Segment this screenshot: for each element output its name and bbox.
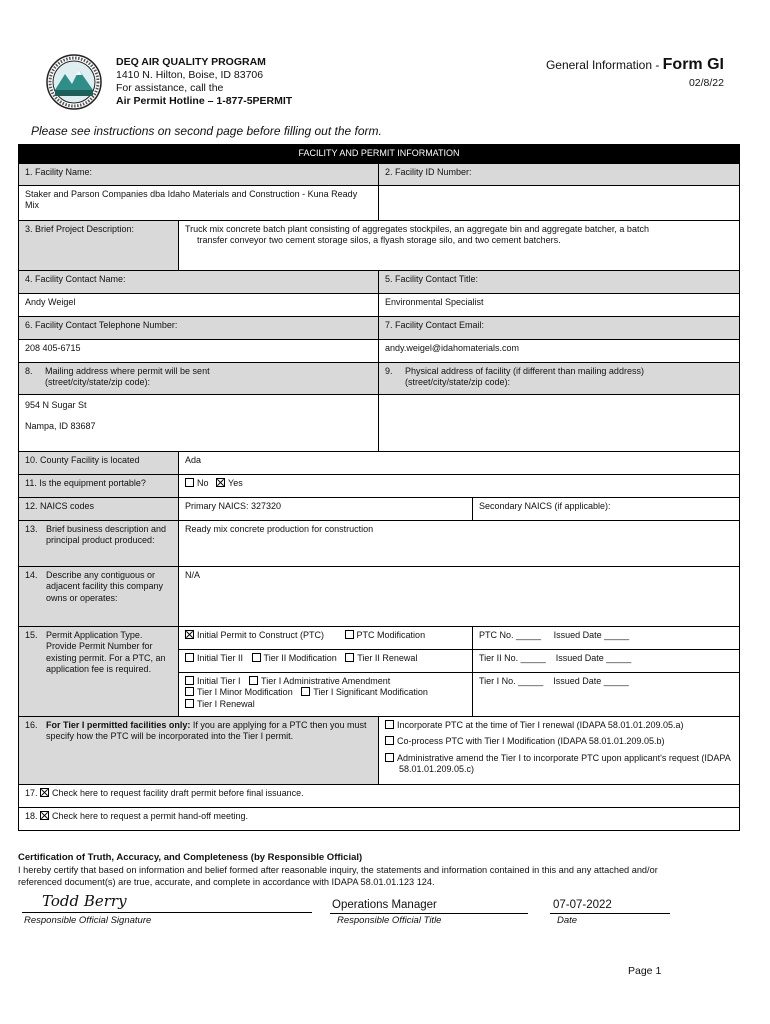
ptc-issued-date: Issued Date _____	[553, 629, 630, 640]
admin-amend-checkbox[interactable]	[385, 753, 394, 762]
tier2-issued-date: Issued Date _____	[555, 652, 632, 663]
tier1-number-cell[interactable]	[473, 672, 740, 716]
contact-title-label: 5. Facility Contact Title:	[379, 270, 740, 293]
portable-options	[179, 474, 740, 497]
initial-ptc-label: Initial Permit to Construct (PTC)	[197, 629, 325, 640]
signed-date-value[interactable]: 07-07-2022	[553, 899, 612, 911]
certification-text-2: referenced document(s) are true, accurate, and complete in accordance with IDAPA 58.01.01.123 124.	[18, 877, 435, 887]
signature-line	[22, 912, 312, 913]
draft-permit-row	[19, 784, 740, 807]
tier1-renewal-checkbox[interactable]	[185, 699, 194, 708]
mailing-address-label-text: Mailing address where permit will be sent	[45, 365, 210, 376]
business-description-value[interactable]: Ready mix concrete production for construction	[179, 520, 740, 566]
county-value[interactable]: Ada	[179, 451, 740, 474]
tier1-admin-checkbox[interactable]	[249, 676, 258, 685]
official-title-line	[330, 913, 528, 914]
draft-permit-checkbox[interactable]	[40, 788, 49, 797]
hotline-text: Air Permit Hotline – 1-877-5PERMIT	[116, 95, 293, 107]
handoff-meeting-checkbox[interactable]	[40, 811, 49, 820]
mailing-address-line2: Nampa, ID 83687	[25, 421, 96, 431]
physical-address-label-text2: (street/city/state/zip code):	[405, 377, 511, 387]
adjacent-facility-label	[19, 566, 179, 626]
contact-email-value[interactable]: andy.weigel@idahomaterials.com	[379, 339, 740, 362]
tier1-incorporation-label	[19, 716, 379, 784]
tier2-number: Tier II No. _____	[479, 652, 546, 663]
tier2-number-cell[interactable]	[473, 649, 740, 672]
mailing-address-line1: 954 N Sugar St	[25, 399, 87, 410]
portable-yes-checkbox[interactable]	[216, 478, 225, 487]
handoff-meeting-label: Check here to request a permit hand-off meeting.	[52, 810, 248, 821]
mailing-address-label-text2: (street/city/state/zip code):	[45, 377, 151, 387]
mailing-address-num: 8.	[25, 365, 33, 376]
contact-phone-value[interactable]: 208 405-6715	[19, 339, 379, 362]
incorporate-renewal-label: Incorporate PTC at the time of Tier I renewal (IDAPA 58.01.01.209.05.a)	[397, 719, 684, 730]
county-label: 10. County Facility is located	[19, 451, 179, 474]
coprocess-label: Co-process PTC with Tier I Modification (IDAPA 58.01.01.209.05.b)	[397, 736, 665, 746]
project-description-line2: transfer conveyor two cement storage silos, a flyash storage silo, and two cement batchers.	[197, 235, 561, 245]
business-description-label-text: Brief business description and principal product produced:	[46, 523, 167, 545]
portable-no-label: No	[197, 477, 209, 488]
business-description-label	[19, 520, 179, 566]
form-name: Form GI	[662, 56, 724, 73]
contact-phone-label: 6. Facility Contact Telephone Number:	[19, 316, 379, 339]
coprocess-checkbox[interactable]	[385, 736, 394, 745]
form-title-prefix: General Information -	[545, 58, 663, 72]
adjacent-facility-label-text: Describe any contiguous or adjacent facility this company owns or operates:	[46, 569, 164, 603]
initial-tier2-checkbox[interactable]	[185, 653, 194, 662]
certification-text	[18, 864, 748, 888]
physical-address-label	[379, 362, 740, 394]
tier1-incorporation-bold: For Tier I permitted facilities only:	[46, 719, 191, 730]
tier1-number: Tier I No. _____	[479, 675, 544, 686]
business-description-num: 13.	[25, 523, 38, 534]
initial-tier1-checkbox[interactable]	[185, 676, 194, 685]
contact-name-label: 4. Facility Contact Name:	[19, 270, 379, 293]
tier1-incorporation-text: If you are applying for a PTC then you must specify how the PTC will be incorporated into the Tier I permit.	[46, 719, 367, 741]
tier2-mod-checkbox[interactable]	[252, 653, 261, 662]
signature: Todd Berry	[42, 892, 127, 910]
instructions-text: Please see instructions on second page before filling out the form.	[31, 124, 382, 138]
mailing-address-label	[19, 362, 379, 394]
adjacent-facility-num: 14.	[25, 569, 38, 580]
naics-primary[interactable]: Primary NAICS: 327320	[179, 497, 473, 520]
portable-label: 11. Is the equipment portable?	[19, 474, 179, 497]
project-description-label: 3. Brief Project Description:	[19, 220, 179, 270]
naics-label: 12. NAICS codes	[19, 497, 179, 520]
admin-amend-label: Administrative amend the Tier I to incorporate PTC upon applicant's request (IDAPA	[397, 752, 731, 763]
tier1-significant-label: Tier I Significant Modification	[313, 687, 428, 697]
ptc-mod-checkbox[interactable]	[345, 630, 354, 639]
contact-name-value[interactable]: Andy Weigel	[19, 293, 379, 316]
page-number: Page 1	[628, 965, 662, 977]
tier1-incorporation-options	[379, 716, 740, 784]
certification-text-1: I hereby certify that based on information and belief formed after reasonable inquiry, the statements and information contained in this and any attached and/or	[18, 865, 658, 875]
signed-date-label: Date	[557, 915, 578, 926]
contact-email-label: 7. Facility Contact Email:	[379, 316, 740, 339]
portable-no-checkbox[interactable]	[185, 478, 194, 487]
form-date: 02/8/22	[688, 77, 724, 89]
assistance-text: For assistance, call the	[116, 82, 224, 94]
facility-permit-form	[18, 144, 740, 831]
physical-address-value[interactable]	[379, 394, 740, 451]
tier1-significant-checkbox[interactable]	[301, 687, 310, 696]
facility-id-value[interactable]	[379, 185, 740, 220]
tier1-issued-date: Issued Date _____	[553, 675, 629, 686]
tier2-row	[179, 649, 473, 672]
ptc-mod-label: PTC Modification	[356, 629, 426, 640]
contact-title-value[interactable]: Environmental Specialist	[379, 293, 740, 316]
mailing-address-value[interactable]	[19, 394, 379, 451]
ptc-number-cell[interactable]	[473, 626, 740, 649]
draft-permit-num: 17.	[25, 787, 38, 798]
tier1-minor-checkbox[interactable]	[185, 687, 194, 696]
ptc-number: PTC No. _____	[479, 629, 542, 640]
permit-type-label-text: Permit Application Type. Provide Permit Number for existing permit. For a PTC, an application fee is required.	[46, 629, 166, 674]
facility-name-label: 1. Facility Name:	[19, 163, 379, 185]
tier2-renewal-checkbox[interactable]	[345, 653, 354, 662]
permit-type-label	[19, 626, 179, 716]
draft-permit-label: Check here to request facility draft permit before final issuance.	[52, 787, 304, 798]
ptc-row	[179, 626, 473, 649]
portable-yes-label: Yes	[228, 477, 243, 488]
naics-secondary[interactable]: Secondary NAICS (if applicable):	[473, 497, 740, 520]
initial-ptc-checkbox[interactable]	[185, 630, 194, 639]
program-name: DEQ AIR QUALITY PROGRAM	[116, 56, 266, 68]
tier1-admin-label: Tier I Administrative Amendment	[261, 675, 391, 686]
certification-title: Certification of Truth, Accuracy, and Completeness (by Responsible Official)	[18, 852, 363, 863]
physical-address-label-text: Physical address of facility (if different than mailing address)	[405, 365, 644, 376]
handoff-meeting-num: 18.	[25, 810, 38, 821]
form-title	[546, 56, 724, 74]
official-title-label: Responsible Official Title	[337, 915, 442, 926]
facility-name-value[interactable]: Staker and Parson Companies dba Idaho Materials and Construction - Kuna Ready Mix	[19, 185, 379, 220]
incorporate-renewal-checkbox[interactable]	[385, 720, 394, 729]
tier1-renewal-label: Tier I Renewal	[197, 698, 255, 709]
initial-tier1-label: Initial Tier I	[197, 675, 241, 686]
physical-address-num: 9.	[385, 365, 393, 376]
adjacent-facility-value[interactable]: N/A	[179, 566, 740, 626]
tier2-mod-label: Tier II Modification	[263, 652, 337, 663]
permit-type-num: 15.	[25, 629, 38, 640]
section-title: FACILITY AND PERMIT INFORMATION	[19, 145, 740, 164]
signed-date-line	[550, 913, 670, 914]
initial-tier2-label: Initial Tier II	[197, 652, 244, 663]
official-title-value[interactable]: Operations Manager	[332, 899, 437, 911]
tier1-minor-label: Tier I Minor Modification	[197, 687, 293, 697]
admin-amend-label-2: 58.01.01.209.05.c)	[399, 764, 475, 774]
program-address: 1410 N. Hilton, Boise, ID 83706	[116, 69, 264, 81]
project-description-value[interactable]	[179, 220, 740, 270]
project-description-line1: Truck mix concrete batch plant consisting of aggregates stockpiles, an aggregate bin and aggregate batcher, a batch	[185, 223, 649, 234]
handoff-meeting-row	[19, 807, 740, 830]
facility-id-label: 2. Facility ID Number:	[379, 163, 740, 185]
tier2-renewal-label: Tier II Renewal	[357, 652, 418, 663]
tier1-incorporation-num: 16.	[25, 719, 38, 730]
tier1-row	[179, 672, 473, 716]
deq-logo	[46, 54, 102, 110]
signature-label: Responsible Official Signature	[24, 915, 152, 926]
